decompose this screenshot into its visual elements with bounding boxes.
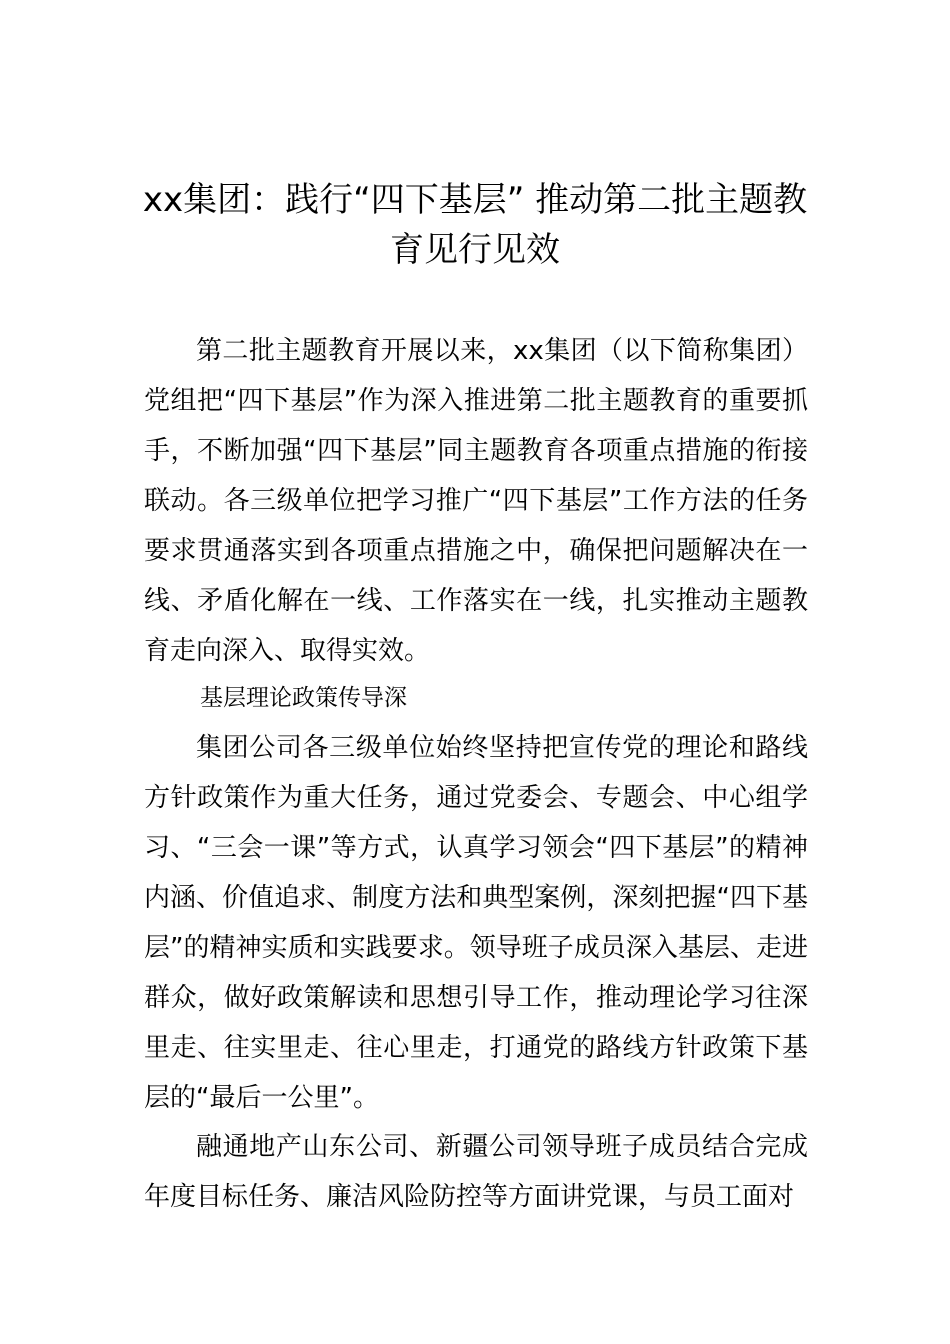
- paragraph-intro: 第二批主题教育开展以来，xx集团（以下简称集团）党组把“四下基层”作为深入推进第二批主题教育的重要抓手，不断加强“四下基层”同主题教育各项重点措施的衔接联动。各三级单位把学习推广“四下基层”工作方法的任务要求贯通落实到各项重点措施之中，确保把问题解决在一线、矛盾化解在一线、工作落实在一线，扎实推动主题教育走向深入、取得实效。: [144, 336, 808, 666]
- paragraph-case-example: 融通地产山东公司、新疆公司领导班子成员结合完成年度目标任务、廉洁风险防控等方面讲党课，与员工面对: [144, 1132, 808, 1212]
- section-subheading: 基层理论政策传导深: [200, 685, 407, 711]
- document-title: xx集团：践行“四下基层” 推动第二批主题教育见行见效: [142, 180, 808, 270]
- paragraph-theory-policy: 集团公司各三级单位始终坚持把宣传党的理论和路线方针政策作为重大任务，通过党委会、专题会、中心组学习、“三会一课”等方式，认真学习领会“四下基层”的精神内涵、价值追求、制度方法和典型案例，深刻把握“四下基层”的精神实质和实践要求。领导班子成员深入基层、走进群众，做好政策解读和思想引导工作，推动理论学习往深里走、往实里走、往心里走，打通党的路线方针政策下基层的“最后一公里”。: [144, 733, 808, 1113]
